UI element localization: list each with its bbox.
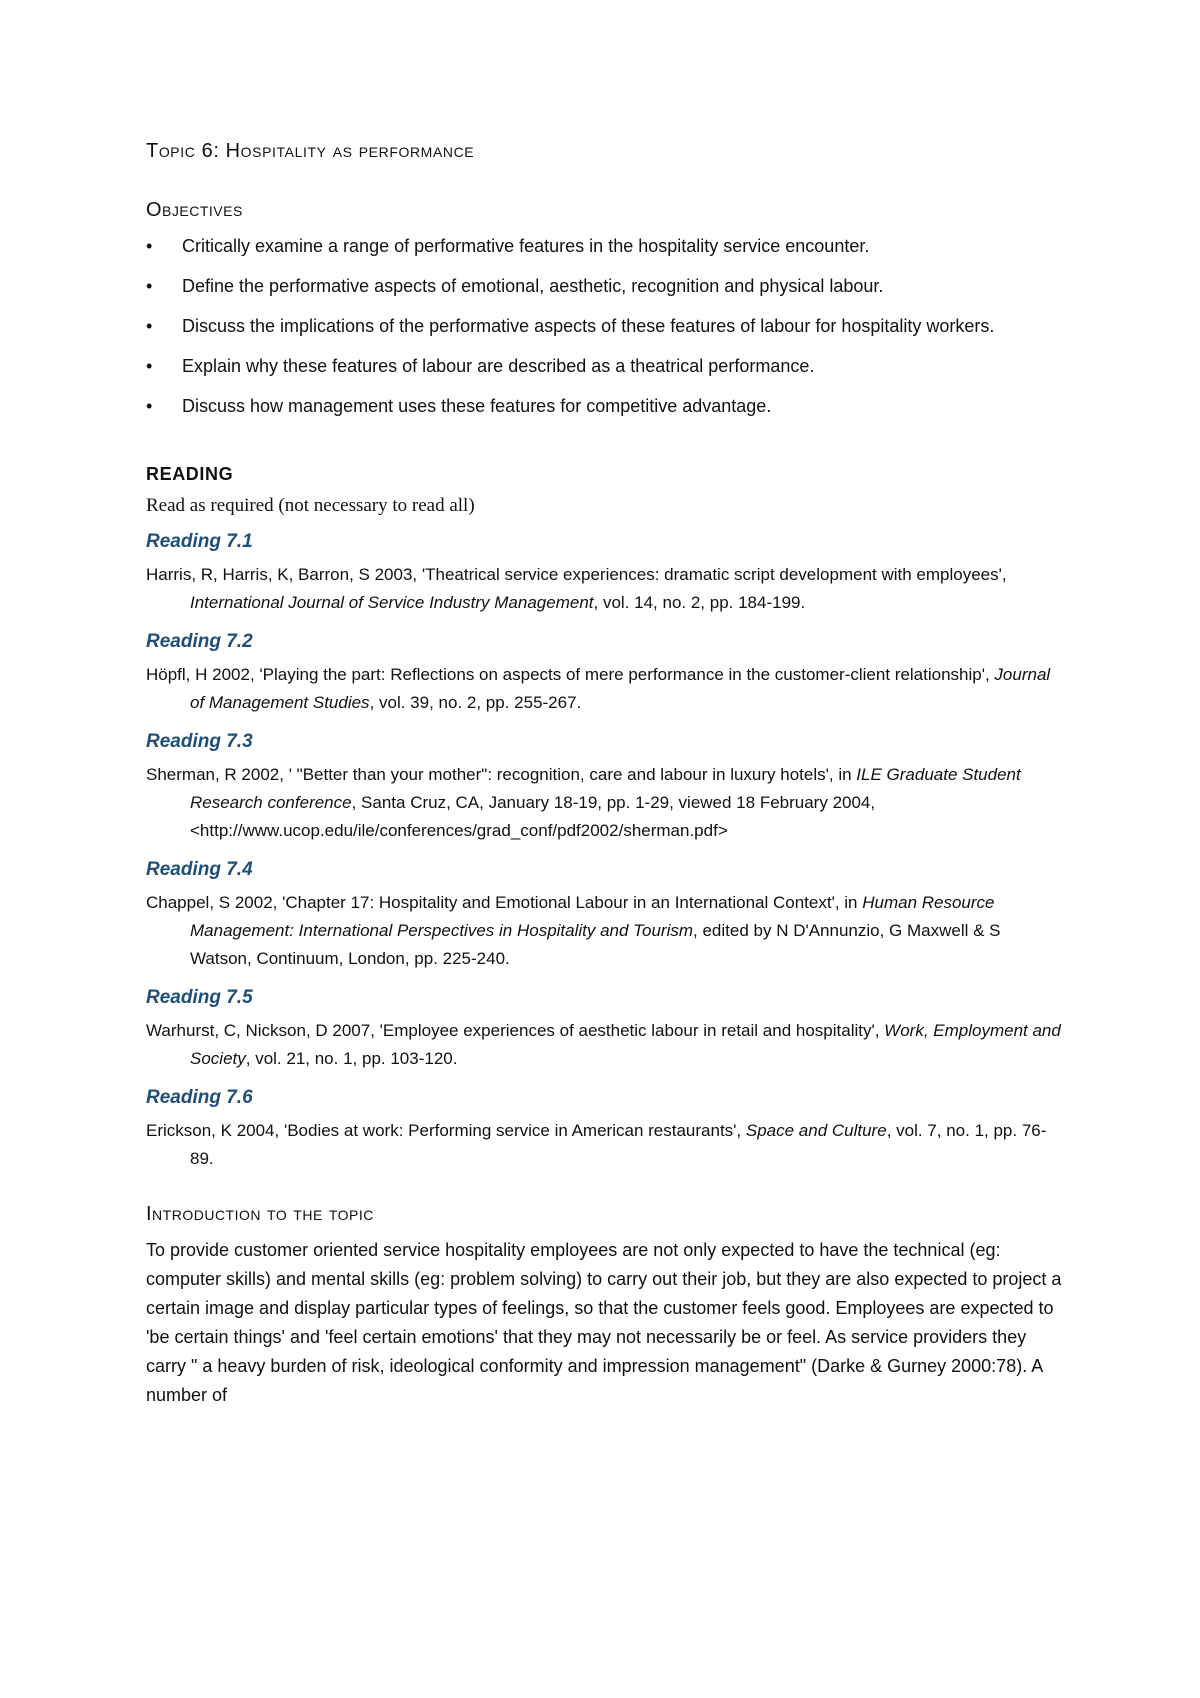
objective-text: Discuss how management uses these features for competitive advantage. [182, 396, 772, 416]
document-page [146, 140, 1066, 1410]
reference-journal: Human Resource Management: International Perspectives in Hospitality and Tourism [190, 893, 995, 940]
list-item [146, 392, 1066, 420]
reference-journal: ILE Graduate Student Research conference [190, 765, 1021, 812]
reading-label: Reading 7.1 [146, 531, 253, 552]
reference-text [146, 761, 1066, 845]
list-item [146, 352, 1066, 380]
reading-item [146, 531, 1066, 617]
reference-text [146, 561, 1066, 617]
reference-part: Sherman, R 2002, ' "Better than your mother": recognition, care and labour in luxury hotels', in [146, 765, 857, 784]
reference-journal: Work, Employment and Society [190, 1021, 1061, 1068]
reference-part: Harris, R, Harris, K, Barron, S 2003, 'Theatrical service experiences: dramatic script development with employees', [146, 565, 1007, 584]
reference-part: , edited by N D'Annunzio, G Maxwell & S Watson, Continuum, London, pp. 225-240. [190, 921, 1001, 968]
reference-journal: Space and Culture [745, 1121, 887, 1140]
reference-part: , vol. 14, no. 2, pp. 184-199. [593, 593, 806, 612]
objective-text: Define the performative aspects of emotional, aesthetic, recognition and physical labour. [182, 276, 884, 296]
reference-part: , vol. 21, no. 1, pp. 103-120. [245, 1049, 458, 1068]
reading-heading: READING [146, 464, 234, 484]
objectives-list [146, 232, 1066, 420]
reference-part: Warhurst, C, Nickson, D 2007, 'Employee experiences of aesthetic labour in retail and hospitality', [146, 1021, 885, 1040]
bullet-icon: • [146, 356, 153, 376]
reading-item [146, 987, 1066, 1073]
reference-part: Erickson, K 2004, 'Bodies at work: Performing service in American restaurants', [146, 1121, 746, 1140]
reading-item [146, 731, 1066, 845]
bullet-icon: • [146, 396, 153, 416]
reading-label: Reading 7.4 [146, 859, 253, 880]
objective-text: Explain why these features of labour are described as a theatrical performance. [182, 356, 815, 376]
reading-item [146, 859, 1066, 973]
topic-title: Topic 6: Hospitality as performance [146, 140, 475, 162]
objective-text: Discuss the implications of the performative aspects of these features of labour for hospitality workers. [182, 316, 995, 336]
reading-label: Reading 7.2 [146, 631, 253, 652]
introduction-heading: Introduction to the topic [146, 1203, 374, 1225]
reading-item [146, 631, 1066, 717]
bullet-icon: • [146, 316, 153, 336]
bullet-icon: • [146, 236, 153, 256]
reference-part: Höpfl, H 2002, 'Playing the part: Reflections on aspects of mere performance in the customer-client relationship', [146, 665, 995, 684]
reference-journal: Journal of Management Studies [190, 665, 1051, 712]
reference-text [146, 889, 1066, 973]
introduction-text: To provide customer oriented service hospitality employees are not only expected to have the technical (eg: computer skills) and mental skills (eg: problem solving) to carry out their job, but they are also expected to project a certain image and display particular types of feelings, so that the customer feels good. Employees are expected to 'be certain things' and 'feel certain emotions' that they may not necessarily be or feel. As service providers they carry " a heavy burden of risk, ideological conformity and impression management" (Darke & Gurney 2000:78). A number of [146, 1240, 1062, 1405]
reference-text [146, 1117, 1066, 1173]
list-item [146, 312, 1066, 340]
reading-item [146, 1087, 1066, 1173]
reading-label: Reading 7.6 [146, 1087, 253, 1108]
reading-label: Reading 7.5 [146, 987, 253, 1008]
reference-part: Chappel, S 2002, 'Chapter 17: Hospitality and Emotional Labour in an International Context', in [146, 893, 863, 912]
reference-part: , vol. 39, no. 2, pp. 255-267. [369, 693, 582, 712]
reference-text [146, 661, 1066, 717]
reference-part: , vol. 7, no. 1, pp. 76-89. [190, 1121, 1047, 1168]
list-item [146, 272, 1066, 300]
reference-journal: International Journal of Service Industry Management [190, 593, 594, 612]
list-item [146, 232, 1066, 260]
objectives-heading: Objectives [146, 199, 243, 221]
reading-label: Reading 7.3 [146, 731, 253, 752]
reading-intro: Read as required (not necessary to read all) [146, 495, 475, 516]
reference-part: , Santa Cruz, CA, January 18-19, pp. 1-29, viewed 18 February 2004, <http://www.ucop.edu/ile/conferences/grad_conf/pdf2002/sherman.pdf> [190, 793, 876, 840]
bullet-icon: • [146, 276, 153, 296]
reference-text [146, 1017, 1066, 1073]
objective-text: Critically examine a range of performative features in the hospitality service encounter. [182, 236, 870, 256]
